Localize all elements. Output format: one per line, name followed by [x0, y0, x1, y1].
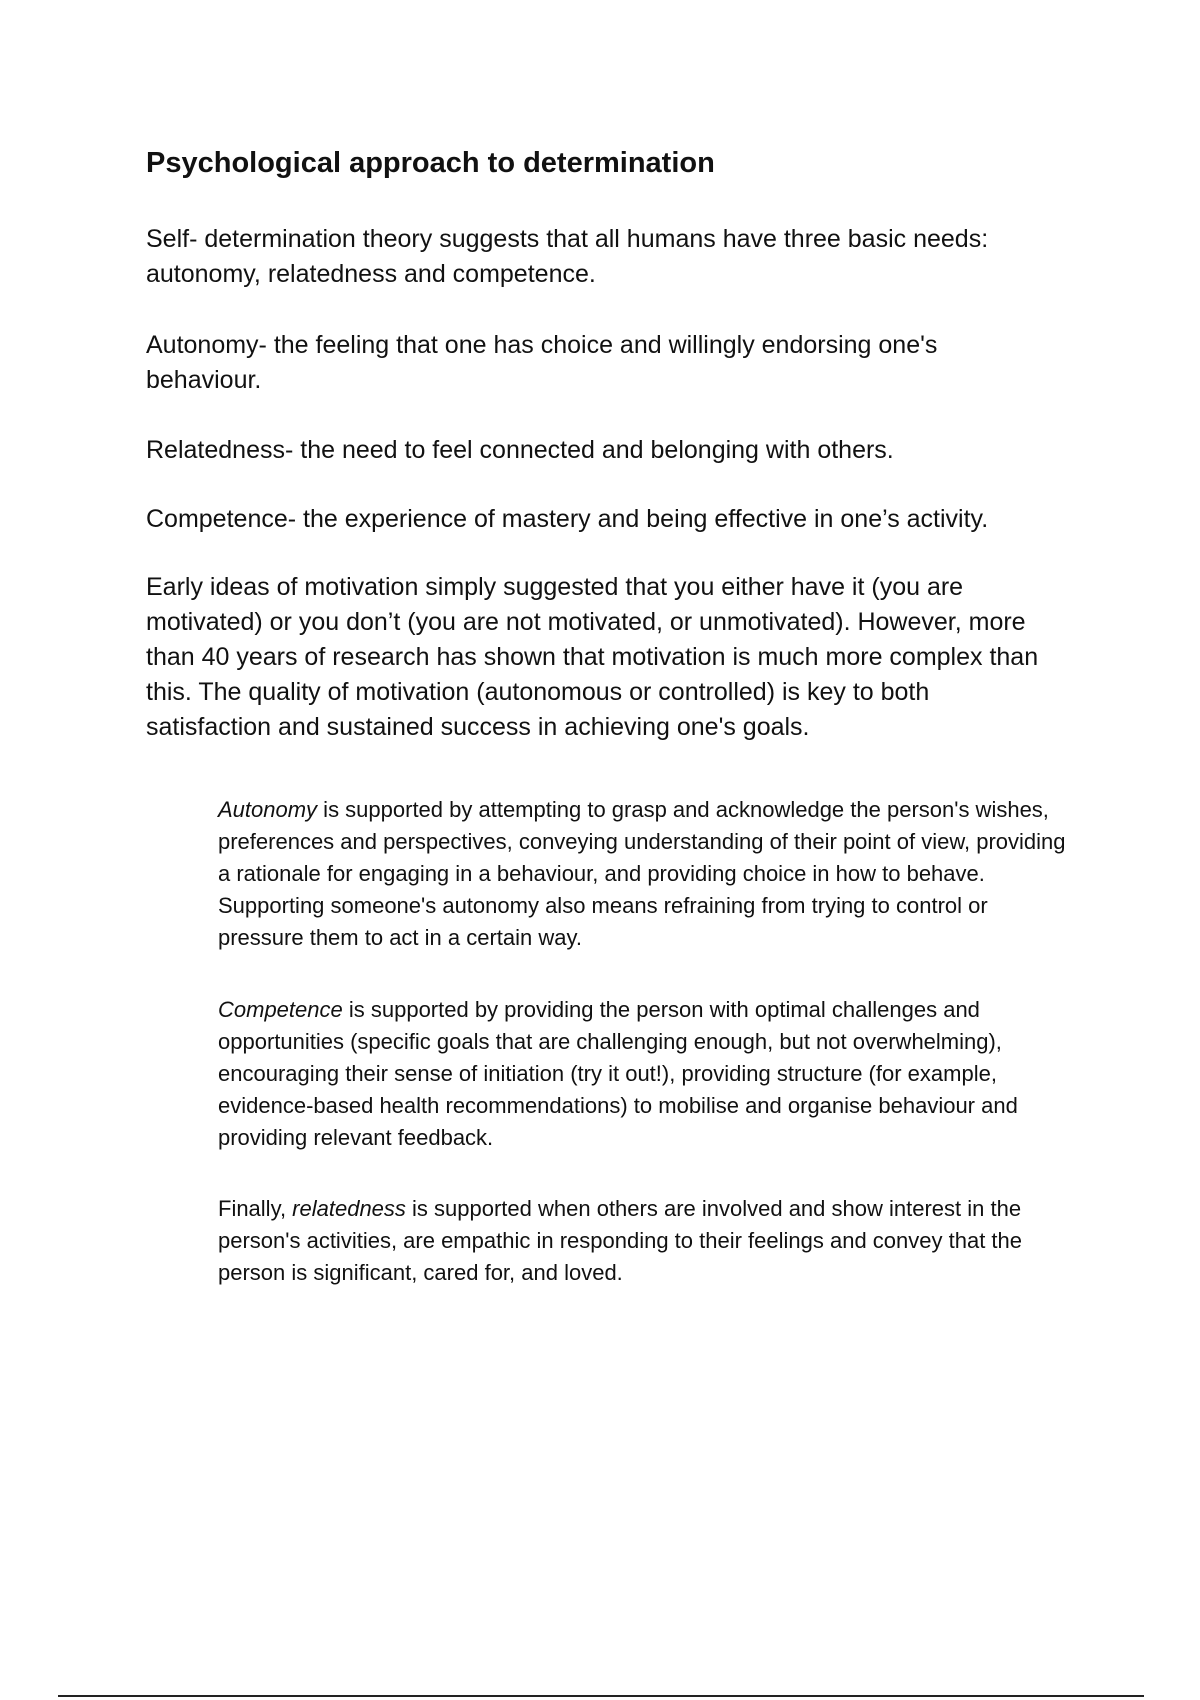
- autonomy-definition: Autonomy- the feeling that one has choice and willingly endorsing one's behaviour.: [146, 331, 938, 394]
- page-title: Psychological approach to determination: [146, 147, 715, 179]
- competence-support-quote: [218, 994, 1068, 1154]
- autonomy-support-text: is supported by attempting to grasp and acknowledge the person's wishes, preferences and perspectives, conveying understanding of their point of view, providing a rationale for engaging in a behaviour, and providing choice in how to behave. Supporting someone's autonomy also means refraining from trying to control or pressure them to act in a certain way.: [218, 797, 1066, 950]
- relatedness-support-quote: [218, 1193, 1068, 1289]
- motivation-paragraph: Early ideas of motivation simply suggested that you either have it (you are motivated) or you don’t (you are not motivated, or unmotivated). However, more than 40 years of research has shown that motivation is much more complex than this. The quality of motivation (autonomous or controlled) is key to both satisfaction and sustained success in achieving one's goals.: [146, 573, 1039, 741]
- intro-paragraph: Self- determination theory suggests that all humans have three basic needs: autonomy, relatedness and competence.: [146, 225, 989, 288]
- autonomy-term: Autonomy: [218, 797, 318, 822]
- relatedness-support-text: is supported when others are involved and show interest in the person's activities, are empathic in responding to their feelings and convey that the person is significant, cared for, and loved.: [218, 1196, 1022, 1285]
- footer-divider: [58, 1695, 1144, 1697]
- autonomy-support-quote: [218, 794, 1068, 954]
- competence-term: Competence: [218, 997, 343, 1022]
- relatedness-definition: Relatedness- the need to feel connected and belonging with others.: [146, 436, 894, 464]
- competence-definition: Competence- the experience of mastery and being effective in one’s activity.: [146, 505, 989, 533]
- relatedness-term: relatedness: [292, 1196, 406, 1221]
- relatedness-lead-text: Finally,: [218, 1196, 293, 1221]
- competence-support-text: is supported by providing the person with optimal challenges and opportunities (specific goals that are challenging enough, but not overwhelming), encouraging their sense of initiation (try it out!), providing structure (for example, evidence-based health recommendations) to mobilise and organise behaviour and providing relevant feedback.: [218, 997, 1018, 1150]
